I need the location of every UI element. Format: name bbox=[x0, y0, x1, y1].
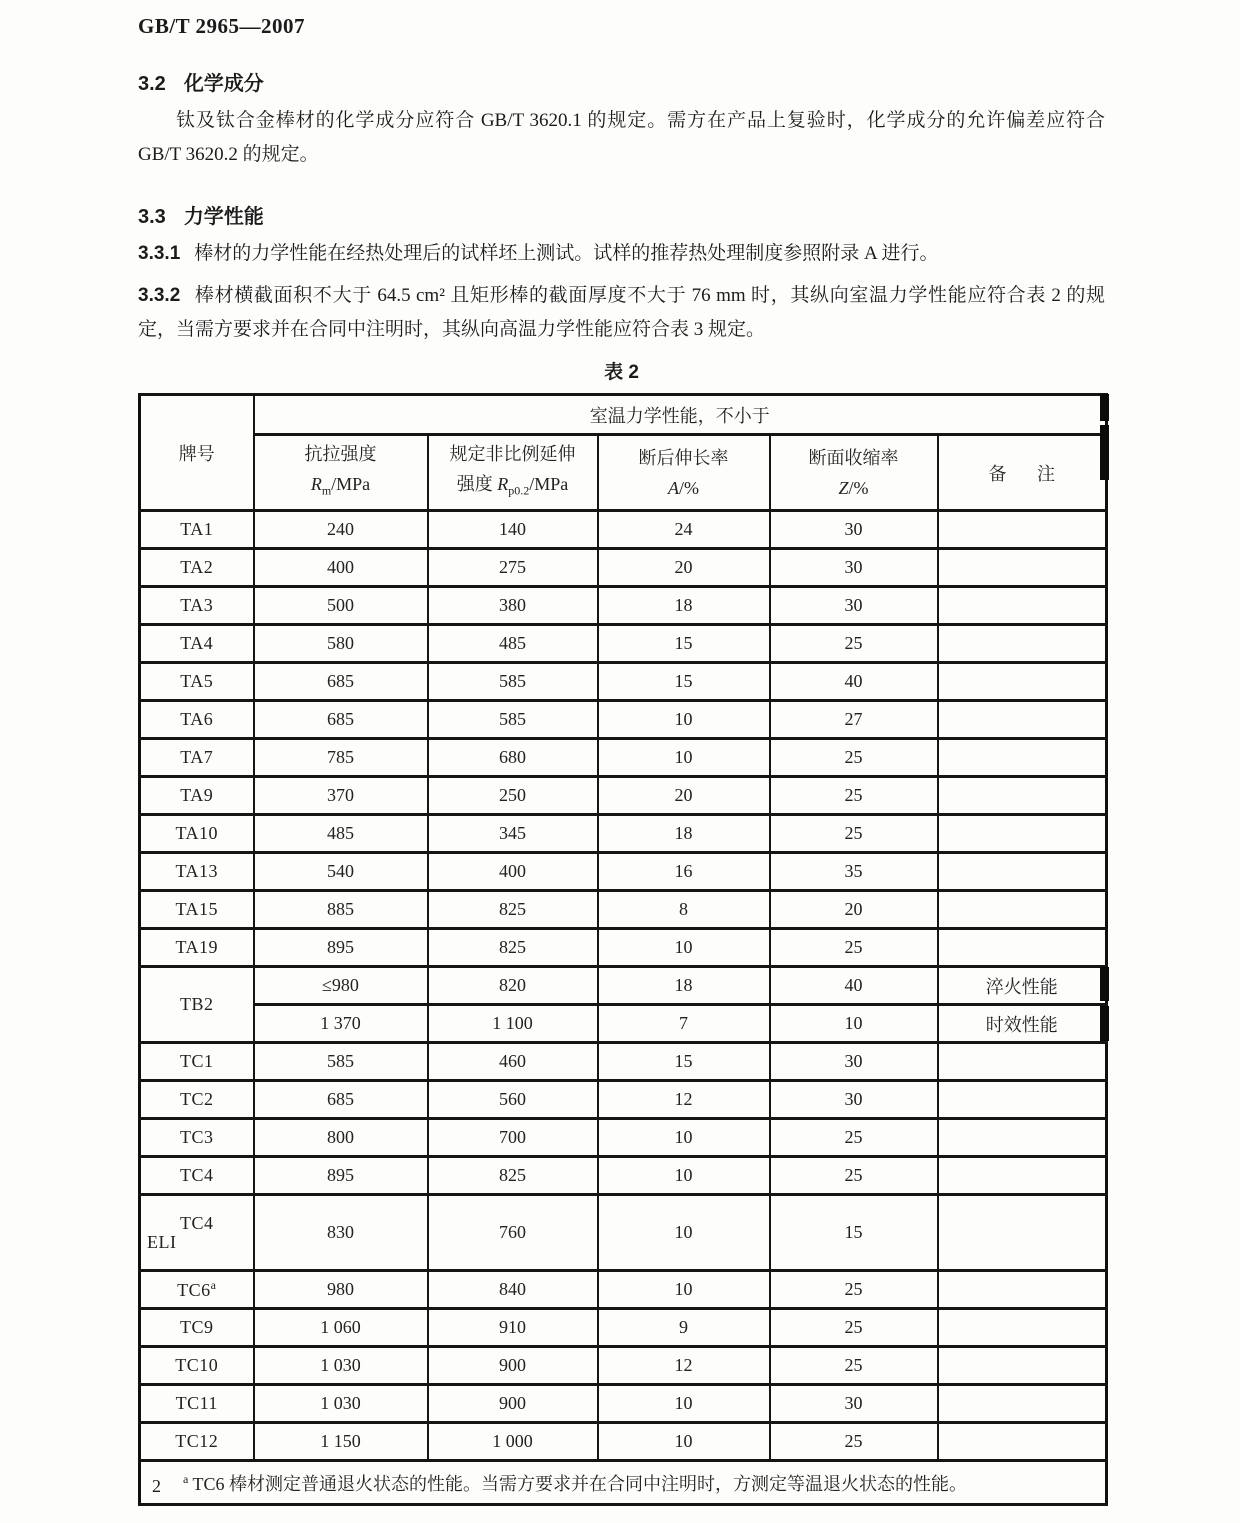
col-header-grade: 牌号 bbox=[140, 395, 254, 511]
cell-grade: TC3 bbox=[140, 1119, 254, 1157]
cell-value: 700 bbox=[428, 1119, 598, 1157]
cell-grade: TC1 bbox=[140, 1043, 254, 1081]
table-row bbox=[140, 1081, 1107, 1119]
cell-value: 140 bbox=[428, 511, 598, 549]
table-row bbox=[140, 625, 1107, 663]
cell-value: 25 bbox=[770, 1271, 938, 1309]
cell-remark bbox=[938, 1271, 1107, 1309]
table-body bbox=[140, 511, 1107, 1461]
cell-value: 40 bbox=[770, 663, 938, 701]
cell-value: 12 bbox=[598, 1347, 770, 1385]
cell-grade: TA4 bbox=[140, 625, 254, 663]
table-caption: 表 2 bbox=[604, 362, 639, 383]
cell-grade: TA9 bbox=[140, 777, 254, 815]
cell-value: 900 bbox=[428, 1385, 598, 1423]
table-row bbox=[140, 739, 1107, 777]
cell-grade: TA6 bbox=[140, 701, 254, 739]
cell-value: 460 bbox=[428, 1043, 598, 1081]
cell-value: 485 bbox=[428, 625, 598, 663]
paragraph-3-2: 钛及钛合金棒材的化学成分应符合 GB/T 3620.1 的规定。需方在产品上复验时，化学成分的允许偏差应符合 GB/T 3620.2 的规定。 bbox=[138, 110, 1105, 165]
cell-value: 30 bbox=[770, 1043, 938, 1081]
cell-value: 10 bbox=[598, 1423, 770, 1461]
table-row bbox=[140, 1195, 1107, 1271]
section-title: 力学性能 bbox=[183, 206, 264, 228]
cell-value: 560 bbox=[428, 1081, 598, 1119]
section-heading-3-2 bbox=[138, 67, 1105, 96]
cell-value: 1 370 bbox=[254, 1005, 428, 1043]
cell-value: 275 bbox=[428, 549, 598, 587]
cell-value: 830 bbox=[254, 1195, 428, 1271]
cell-value: 370 bbox=[254, 777, 428, 815]
cell-value: 680 bbox=[428, 739, 598, 777]
table-row bbox=[140, 1043, 1107, 1081]
cell-value: 840 bbox=[428, 1271, 598, 1309]
cell-remark bbox=[938, 929, 1107, 967]
cell-grade: TC4 bbox=[140, 1157, 254, 1195]
table-row bbox=[140, 663, 1107, 701]
cell-value: 785 bbox=[254, 739, 428, 777]
cell-remark bbox=[938, 891, 1107, 929]
cell-value: 10 bbox=[598, 701, 770, 739]
cell-value: 825 bbox=[428, 891, 598, 929]
cell-value: 400 bbox=[254, 549, 428, 587]
cell-value: 345 bbox=[428, 815, 598, 853]
cell-value: 9 bbox=[598, 1309, 770, 1347]
cell-value: 24 bbox=[598, 511, 770, 549]
paragraph-number: 3.3.2 bbox=[138, 285, 181, 306]
cell-value: 12 bbox=[598, 1081, 770, 1119]
cell-value: 895 bbox=[254, 929, 428, 967]
table-row bbox=[140, 1119, 1107, 1157]
cell-value: 585 bbox=[428, 663, 598, 701]
cell-remark bbox=[938, 1195, 1107, 1271]
cell-value: 250 bbox=[428, 777, 598, 815]
col-header-remark: 备 注 bbox=[938, 435, 1107, 511]
col-header-rp02: 规定非比例延伸 强度 $R_{p0.2}$/MPa bbox=[428, 435, 598, 511]
scan-artifact bbox=[1100, 425, 1109, 480]
cell-value: 35 bbox=[770, 853, 938, 891]
table-row bbox=[140, 1005, 1107, 1043]
cell-value: 20 bbox=[770, 891, 938, 929]
table-row bbox=[140, 777, 1107, 815]
cell-value: 10 bbox=[598, 739, 770, 777]
cell-value: 25 bbox=[770, 815, 938, 853]
cell-value: 10 bbox=[598, 1157, 770, 1195]
table-row bbox=[140, 1271, 1107, 1309]
table-span-header: 室温力学性能，不小于 bbox=[254, 395, 1107, 435]
cell-value: 400 bbox=[428, 853, 598, 891]
table-row bbox=[140, 1157, 1107, 1195]
cell-value: 15 bbox=[598, 663, 770, 701]
table-row bbox=[140, 1385, 1107, 1423]
cell-value: 18 bbox=[598, 587, 770, 625]
cell-grade: TA2 bbox=[140, 549, 254, 587]
cell-grade: TA19 bbox=[140, 929, 254, 967]
cell-value: 585 bbox=[254, 1043, 428, 1081]
col-header-rm: 抗拉强度 $R_m$/MPa bbox=[254, 435, 428, 511]
col-header-z: 断面收缩率 Z/% bbox=[770, 435, 938, 511]
cell-grade: TB2 bbox=[140, 967, 254, 1043]
cell-value: 485 bbox=[254, 815, 428, 853]
cell-remark bbox=[938, 815, 1107, 853]
paragraph-number: 3.3.1 bbox=[138, 243, 181, 264]
cell-value: 10 bbox=[598, 1195, 770, 1271]
cell-value: 910 bbox=[428, 1309, 598, 1347]
paragraph-3-3-1 bbox=[138, 237, 1105, 271]
cell-remark bbox=[938, 1309, 1107, 1347]
cell-value: 30 bbox=[770, 511, 938, 549]
cell-value: 900 bbox=[428, 1347, 598, 1385]
cell-grade: TA3 bbox=[140, 587, 254, 625]
cell-value: 825 bbox=[428, 1157, 598, 1195]
cell-remark bbox=[938, 1119, 1107, 1157]
cell-value: 15 bbox=[770, 1195, 938, 1271]
table-row bbox=[140, 891, 1107, 929]
paragraph-3-3-2 bbox=[138, 279, 1105, 347]
cell-value: 7 bbox=[598, 1005, 770, 1043]
cell-value: 1 030 bbox=[254, 1347, 428, 1385]
table-row bbox=[140, 1309, 1107, 1347]
table-footer bbox=[140, 1461, 1107, 1505]
cell-remark bbox=[938, 1385, 1107, 1423]
cell-value: 585 bbox=[428, 701, 598, 739]
cell-grade: TC10 bbox=[140, 1347, 254, 1385]
cell-remark bbox=[938, 1347, 1107, 1385]
cell-grade: TA13 bbox=[140, 853, 254, 891]
cell-value: 25 bbox=[770, 625, 938, 663]
cell-value: 800 bbox=[254, 1119, 428, 1157]
cell-value: 27 bbox=[770, 701, 938, 739]
scan-artifact bbox=[1100, 394, 1109, 421]
table-row bbox=[140, 1423, 1107, 1461]
table-header-row-1 bbox=[140, 395, 1107, 435]
cell-grade: TC12 bbox=[140, 1423, 254, 1461]
cell-remark bbox=[938, 625, 1107, 663]
footnote-text: TC6 棒材测定普通退火状态的性能。当需方要求并在合同中注明时，方测定等温退火状态的性能。 bbox=[192, 1473, 968, 1494]
cell-value: 25 bbox=[770, 1423, 938, 1461]
cell-value: 10 bbox=[598, 929, 770, 967]
cell-value: 1 100 bbox=[428, 1005, 598, 1043]
cell-value: 10 bbox=[770, 1005, 938, 1043]
cell-remark bbox=[938, 1157, 1107, 1195]
cell-remark bbox=[938, 1043, 1107, 1081]
cell-remark: 淬火性能 bbox=[938, 967, 1107, 1005]
cell-value: 10 bbox=[598, 1385, 770, 1423]
cell-grade: TA5 bbox=[140, 663, 254, 701]
cell-value: 580 bbox=[254, 625, 428, 663]
cell-value: 25 bbox=[770, 777, 938, 815]
cell-grade: TA10 bbox=[140, 815, 254, 853]
table-row bbox=[140, 967, 1107, 1005]
cell-value: 25 bbox=[770, 929, 938, 967]
cell-remark: 时效性能 bbox=[938, 1005, 1107, 1043]
cell-remark bbox=[938, 549, 1107, 587]
table-row bbox=[140, 815, 1107, 853]
cell-remark bbox=[938, 587, 1107, 625]
cell-grade: TC9 bbox=[140, 1309, 254, 1347]
cell-value: 540 bbox=[254, 853, 428, 891]
table-header bbox=[140, 395, 1107, 511]
cell-remark bbox=[938, 663, 1107, 701]
cell-value: 30 bbox=[770, 549, 938, 587]
cell-remark bbox=[938, 777, 1107, 815]
cell-value: 685 bbox=[254, 663, 428, 701]
cell-value: 1 030 bbox=[254, 1385, 428, 1423]
paragraph-text: 棒材横截面积不大于 64.5 cm² 且矩形棒的截面厚度不大于 76 mm 时，其纵向室温力学性能应符合表 2 的规定，当需方要求并在合同中注明时，其纵向高温力学性能应符合表 3 规定。 bbox=[138, 285, 1105, 340]
cell-value: 1 060 bbox=[254, 1309, 428, 1347]
section-number: 3.2 bbox=[138, 73, 166, 95]
cell-value: 16 bbox=[598, 853, 770, 891]
cell-value: 500 bbox=[254, 587, 428, 625]
section-number: 3.3 bbox=[138, 206, 166, 228]
cell-remark bbox=[938, 701, 1107, 739]
cell-value: 1 000 bbox=[428, 1423, 598, 1461]
page-content bbox=[138, 0, 1105, 1506]
cell-remark bbox=[938, 511, 1107, 549]
table-2 bbox=[138, 393, 1108, 1506]
section-heading-3-3 bbox=[138, 200, 1105, 229]
cell-grade: TA1 bbox=[140, 511, 254, 549]
footnote-row bbox=[140, 1461, 1107, 1505]
cell-value: 25 bbox=[770, 1157, 938, 1195]
cell-grade: TA15 bbox=[140, 891, 254, 929]
scan-artifact bbox=[1100, 1006, 1109, 1041]
cell-value: 685 bbox=[254, 1081, 428, 1119]
cell-value: 760 bbox=[428, 1195, 598, 1271]
table-row bbox=[140, 929, 1107, 967]
cell-value: 30 bbox=[770, 587, 938, 625]
table-footnote bbox=[140, 1461, 1107, 1505]
cell-value: 825 bbox=[428, 929, 598, 967]
cell-value: 885 bbox=[254, 891, 428, 929]
cell-value: 380 bbox=[428, 587, 598, 625]
cell-value: 240 bbox=[254, 511, 428, 549]
col-header-a: 断后伸长率 A/% bbox=[598, 435, 770, 511]
cell-grade: TC2 bbox=[140, 1081, 254, 1119]
cell-grade: TC4 ELI bbox=[140, 1195, 254, 1271]
cell-value: 20 bbox=[598, 549, 770, 587]
page-number: 2 bbox=[152, 1476, 161, 1496]
cell-remark bbox=[938, 1081, 1107, 1119]
cell-value: ≤980 bbox=[254, 967, 428, 1005]
cell-value: 18 bbox=[598, 967, 770, 1005]
cell-grade: TC6$^a$ bbox=[140, 1271, 254, 1309]
footnote-marker: a bbox=[183, 1471, 189, 1486]
cell-value: 1 150 bbox=[254, 1423, 428, 1461]
section-title: 化学成分 bbox=[183, 73, 264, 95]
cell-value: 685 bbox=[254, 701, 428, 739]
cell-value: 30 bbox=[770, 1385, 938, 1423]
table-wrapper bbox=[138, 393, 1105, 1506]
cell-value: 10 bbox=[598, 1119, 770, 1157]
cell-value: 20 bbox=[598, 777, 770, 815]
cell-value: 15 bbox=[598, 625, 770, 663]
table-row bbox=[140, 1347, 1107, 1385]
cell-value: 40 bbox=[770, 967, 938, 1005]
cell-grade: TC11 bbox=[140, 1385, 254, 1423]
cell-value: 15 bbox=[598, 1043, 770, 1081]
table-row bbox=[140, 549, 1107, 587]
cell-value: 18 bbox=[598, 815, 770, 853]
cell-value: 25 bbox=[770, 1309, 938, 1347]
cell-value: 25 bbox=[770, 1347, 938, 1385]
cell-value: 25 bbox=[770, 1119, 938, 1157]
table-row bbox=[140, 853, 1107, 891]
cell-value: 25 bbox=[770, 739, 938, 777]
table-subheader-row bbox=[140, 435, 1107, 511]
cell-value: 980 bbox=[254, 1271, 428, 1309]
table-row bbox=[140, 587, 1107, 625]
table-row bbox=[140, 511, 1107, 549]
cell-value: 895 bbox=[254, 1157, 428, 1195]
cell-value: 820 bbox=[428, 967, 598, 1005]
cell-value: 10 bbox=[598, 1271, 770, 1309]
cell-grade: TA7 bbox=[140, 739, 254, 777]
cell-remark bbox=[938, 739, 1107, 777]
cell-value: 8 bbox=[598, 891, 770, 929]
table-row bbox=[140, 701, 1107, 739]
scan-artifact bbox=[1100, 967, 1109, 1001]
cell-remark bbox=[938, 853, 1107, 891]
cell-value: 30 bbox=[770, 1081, 938, 1119]
cell-remark bbox=[938, 1423, 1107, 1461]
paragraph-text: 棒材的力学性能在经热处理后的试样坯上测试。试样的推荐热处理制度参照附录 A 进行。 bbox=[194, 243, 939, 264]
doc-number: GB/T 2965—2007 bbox=[138, 14, 306, 38]
